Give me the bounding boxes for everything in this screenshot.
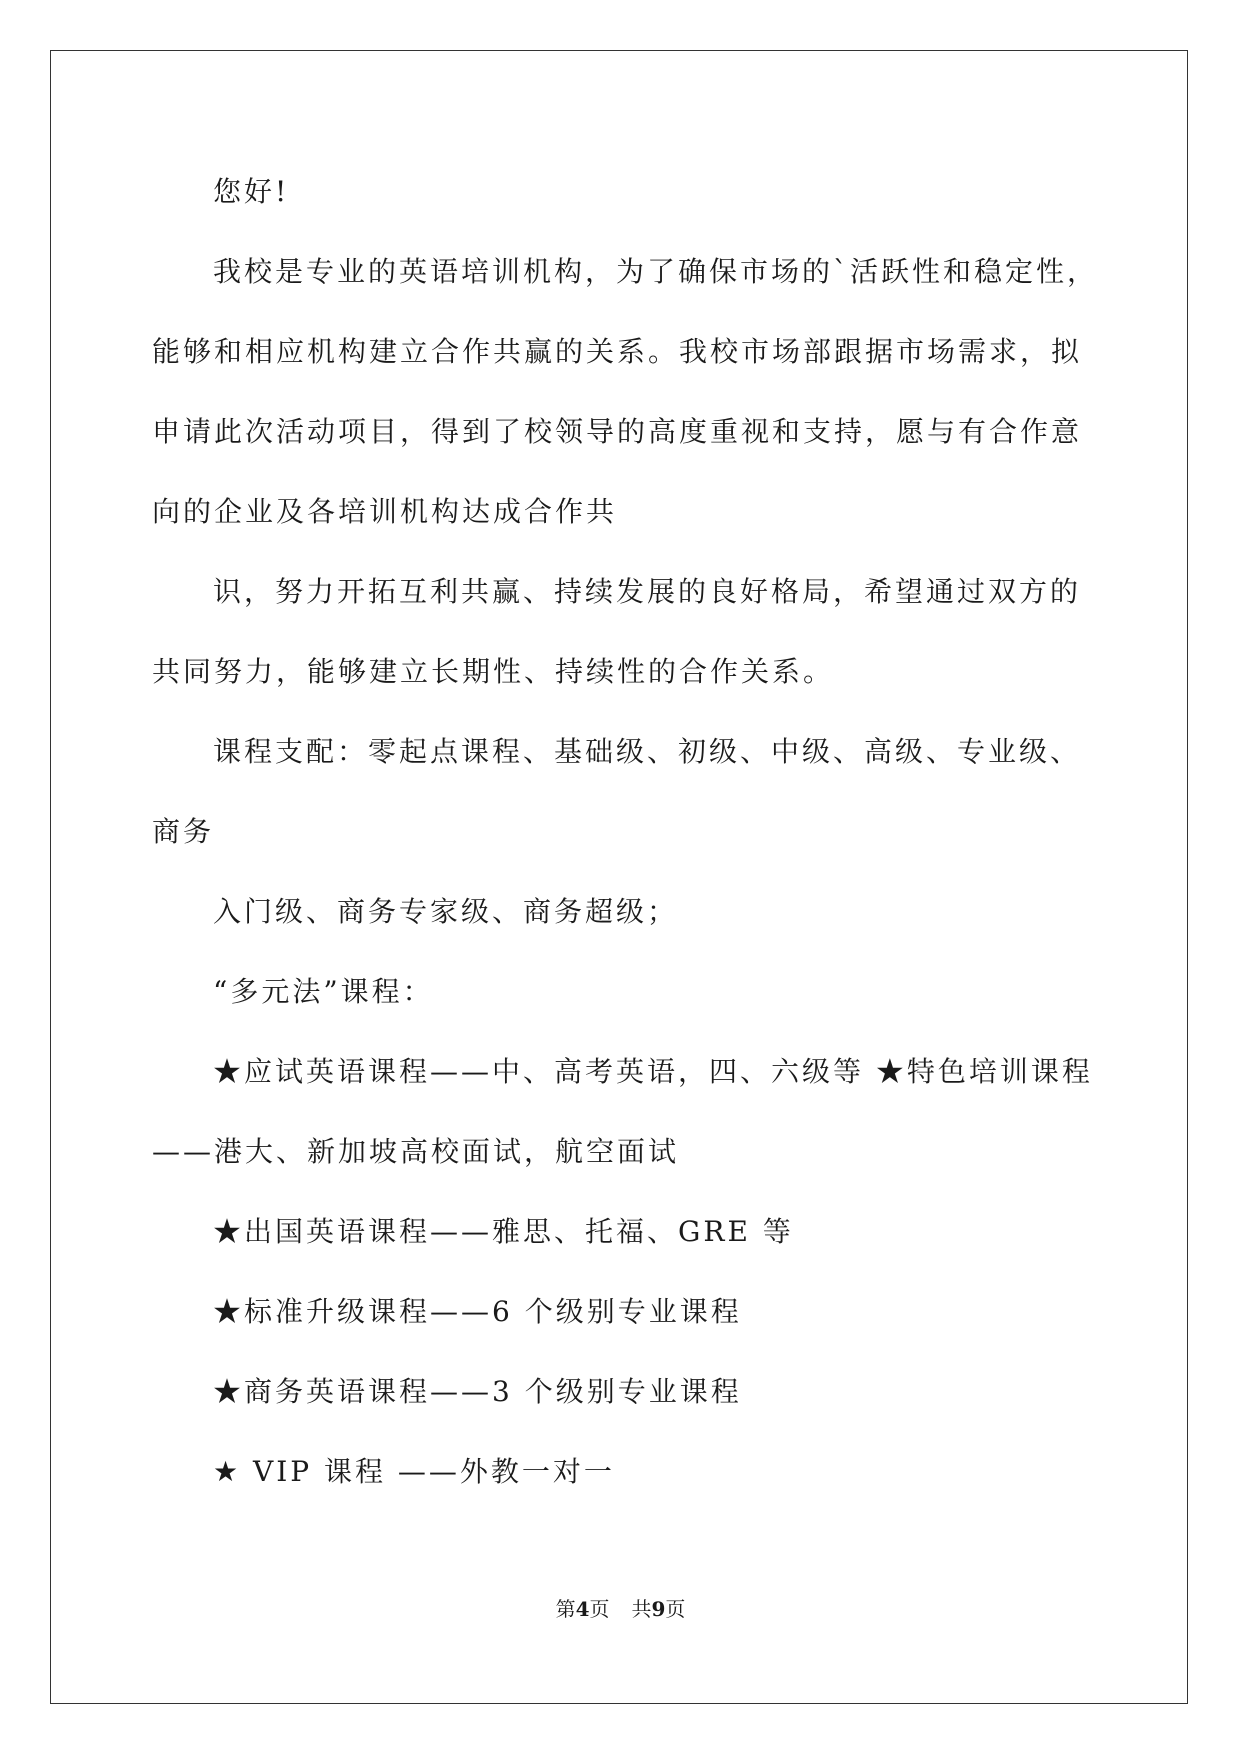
paragraph-line: 课程支配：零起点课程、基础级、初级、中级、高级、专业级、: [213, 735, 1082, 768]
paragraph-line: 向的企业及各培训机构达成合作共: [152, 495, 618, 528]
page-footer: [0, 1596, 1241, 1622]
salutation: 您好!: [213, 175, 290, 208]
paragraph-line: 识，努力开拓互利共赢、持续发展的良好格局，希望通过双方的: [213, 575, 1082, 608]
paragraph-line: 能够和相应机构建立合作共赢的关系。我校市场部跟据市场需求，拟: [152, 335, 1083, 368]
total-pages: 9: [651, 1597, 666, 1621]
total-prefix: 共: [631, 1597, 652, 1621]
course-item: ——港大、新加坡高校面试，航空面试: [152, 1135, 680, 1168]
course-item: ★应试英语课程——中、高考英语，四、六级等 ★特色培训课程: [213, 1055, 1093, 1088]
course-item: ★商务英语课程——3 个级别专业课程: [213, 1375, 742, 1408]
section-heading: “多元法”课程：: [213, 975, 434, 1008]
course-item: ★出国英语课程——雅思、托福、GRE 等: [213, 1215, 794, 1248]
page-prefix: 第: [555, 1597, 576, 1621]
paragraph-line: 商务: [152, 815, 215, 848]
paragraph-line: 申请此次活动项目，得到了校领导的高度重视和支持，愿与有合作意: [152, 415, 1083, 448]
course-item: ★ VIP 课程 ——外教一对一: [213, 1455, 615, 1488]
paragraph-line: 共同努力，能够建立长期性、持续性的合作关系。: [152, 655, 835, 688]
paragraph-line: 入门级、商务专家级、商务超级；: [213, 895, 679, 928]
page-number: 4: [575, 1597, 590, 1621]
course-item: ★标准升级课程——6 个级别专业课程: [213, 1295, 742, 1328]
paragraph-line: 我校是专业的英语培训机构，为了确保市场的`活跃性和稳定性，: [213, 255, 1099, 288]
total-suffix: 页: [665, 1597, 686, 1621]
page-suffix: 页: [589, 1597, 610, 1621]
